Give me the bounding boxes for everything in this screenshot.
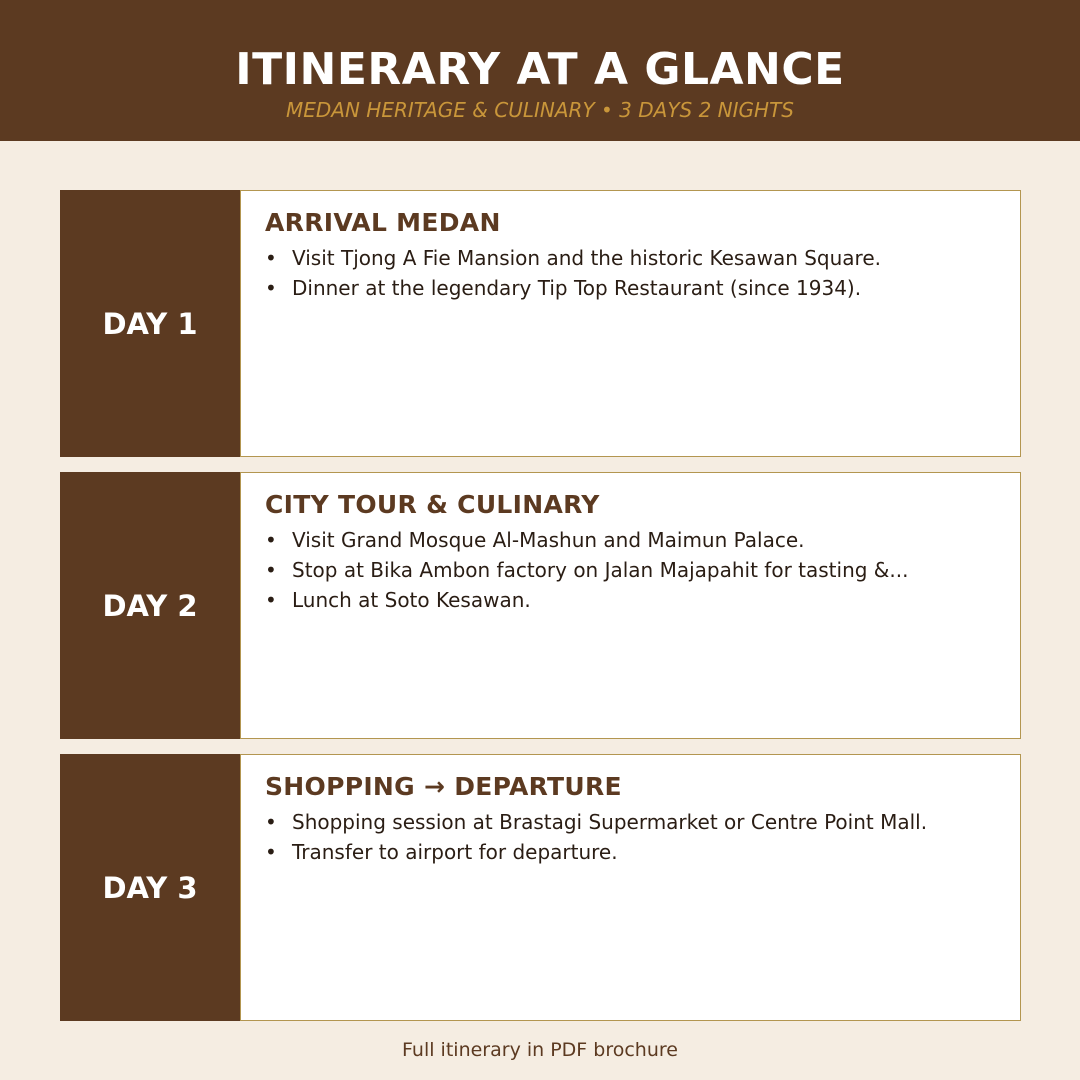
day-title: CITY TOUR & CULINARY bbox=[265, 490, 600, 519]
day-card-3 bbox=[60, 754, 1021, 1021]
day-activity-list bbox=[265, 525, 996, 615]
day-label-box bbox=[60, 472, 240, 739]
activity-item: • Transfer to airport for departure. bbox=[265, 837, 996, 867]
day-card-2 bbox=[60, 472, 1021, 739]
activity-item: • Stop at Bika Ambon factory on Jalan Majapahit for tasting &... bbox=[265, 555, 996, 585]
activity-item: • Shopping session at Brastagi Supermarket or Centre Point Mall. bbox=[265, 807, 996, 837]
activity-item: • Lunch at Soto Kesawan. bbox=[265, 585, 996, 615]
day-content bbox=[240, 472, 1021, 739]
day-label-box bbox=[60, 190, 240, 457]
page-title: ITINERARY AT A GLANCE bbox=[235, 44, 845, 95]
day-activity-list bbox=[265, 243, 996, 303]
day-label: DAY 2 bbox=[102, 588, 198, 623]
footer-note: Full itinerary in PDF brochure bbox=[402, 1039, 678, 1061]
day-content bbox=[240, 190, 1021, 457]
day-label: DAY 1 bbox=[102, 306, 198, 341]
day-title: SHOPPING → DEPARTURE bbox=[265, 772, 622, 801]
day-title: ARRIVAL MEDAN bbox=[265, 208, 501, 237]
header-banner bbox=[0, 0, 1080, 141]
day-label: DAY 3 bbox=[102, 870, 198, 905]
day-content bbox=[240, 754, 1021, 1021]
activity-item: • Dinner at the legendary Tip Top Restaurant (since 1934). bbox=[265, 273, 996, 303]
page-subtitle: MEDAN HERITAGE & CULINARY • 3 DAYS 2 NIGHTS bbox=[285, 98, 794, 122]
day-activity-list bbox=[265, 807, 996, 867]
day-card-1 bbox=[60, 190, 1021, 457]
day-label-box bbox=[60, 754, 240, 1021]
activity-item: • Visit Grand Mosque Al-Mashun and Maimun Palace. bbox=[265, 525, 996, 555]
activity-item: • Visit Tjong A Fie Mansion and the historic Kesawan Square. bbox=[265, 243, 996, 273]
